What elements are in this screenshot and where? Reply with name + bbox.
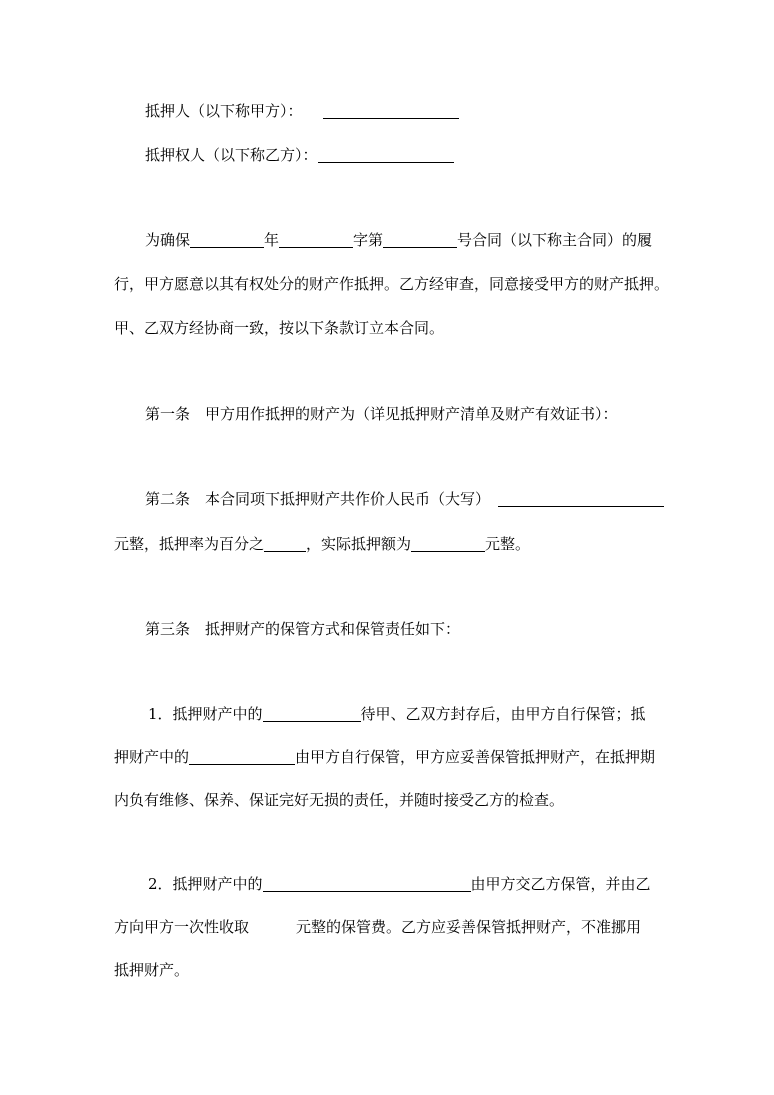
item-1-text: 1．抵押财产中的 (148, 705, 263, 723)
item-2-text: 由甲方交乙方保管，并由乙 (470, 875, 651, 893)
item-2-line-1 (148, 873, 698, 895)
article-1-text: 第一条 甲方用作抵押的财产为（详见抵押财产清单及财产有效证书）： (145, 405, 618, 423)
item-1-text: 由甲方自行保管，甲方应妥善保管抵押财产，在抵押期 (295, 748, 656, 766)
item-2-text: 2．抵押财产中的 (148, 875, 263, 893)
article-3-text: 第三条 抵押财产的保管方式和保管责任如下： (145, 620, 461, 638)
item-2-blank-1[interactable] (263, 875, 471, 892)
article-2-text: 元整，抵押率为百分之 (114, 535, 265, 553)
article-3 (145, 618, 695, 640)
item-1-blank-2[interactable] (189, 748, 295, 765)
item-2-line-3 (114, 959, 664, 981)
char-blank[interactable] (279, 231, 353, 248)
article-1 (145, 403, 695, 425)
item-2-text: 抵押财产。 (114, 961, 190, 979)
item-1-text: 内负有维修、保养、保证完好无损的责任，并随时接受乙方的检查。 (114, 791, 565, 809)
preamble-text: 字第 (353, 231, 384, 249)
preamble-line-2 (114, 273, 670, 295)
article-2-line-1 (145, 488, 695, 510)
preamble-text: 为确保 (145, 231, 191, 249)
rate-blank[interactable] (264, 535, 306, 552)
item-1-line-3 (114, 789, 664, 811)
preamble-text: 号合同（以下称主合同）的履 (457, 231, 653, 249)
mortgagee-line (145, 144, 695, 166)
article-2-text: 元整。 (485, 535, 531, 553)
item-1-text: 押财产中的 (114, 748, 190, 766)
mortgagor-line (145, 100, 695, 122)
item-2-text: 方向甲方一次性收取 (114, 918, 250, 936)
article-2-text: 第二条 本合同项下抵押财产共作价人民币（大写） (145, 490, 491, 508)
item-1-line-1 (148, 703, 698, 725)
item-2-text: 元整的保管费。乙方应妥善保管抵押财产，不准挪用 (296, 918, 642, 936)
mortgagee-label: 抵押权人（以下称乙方）： (145, 146, 318, 164)
number-blank[interactable] (383, 231, 457, 248)
preamble-text: 行，甲方愿意以其有权处分的财产作抵押。乙方经审查，同意接受甲方的财产抵押。 (114, 275, 670, 293)
mortgagor-blank[interactable] (323, 102, 459, 119)
article-2-text: ，实际抵押额为 (306, 535, 412, 553)
preamble-text: 年 (264, 231, 280, 249)
mortgagee-blank[interactable] (318, 146, 454, 163)
valuation-blank[interactable] (498, 490, 664, 507)
item-1-line-2 (114, 746, 664, 768)
item-1-text: 待甲、乙双方封存后，由甲方自行保管；抵 (360, 705, 646, 723)
item-2-line-2 (114, 916, 664, 938)
preamble-line-3 (114, 317, 664, 339)
amount-blank[interactable] (411, 535, 485, 552)
year-blank[interactable] (190, 231, 264, 248)
item-1-blank-1[interactable] (263, 705, 361, 722)
preamble-line-1 (145, 229, 695, 251)
article-2-line-2 (114, 533, 664, 555)
mortgagor-label: 抵押人（以下称甲方）： (145, 102, 303, 120)
preamble-text: 甲、乙双方经协商一致，按以下条款订立本合同。 (114, 319, 445, 337)
